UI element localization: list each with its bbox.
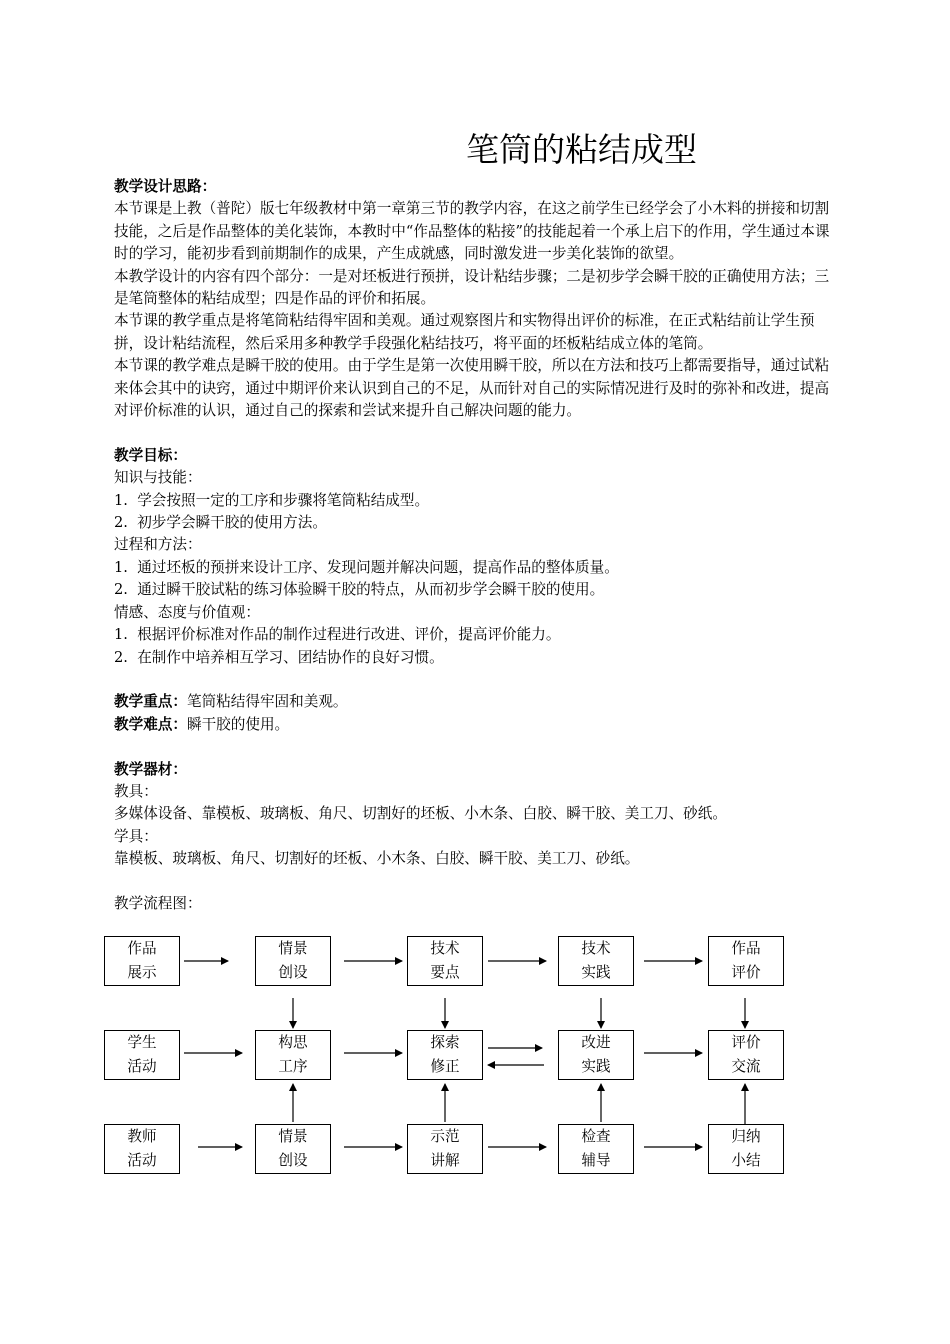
flow-node-line: 工序: [278, 1058, 308, 1075]
goals-item: 2. 初步学会瞬干胶的使用方法。: [114, 514, 327, 532]
goals-item: 1. 学会按照一定的工序和步骤将笔筒粘结成型。: [114, 491, 430, 509]
goals-item: 2. 在制作中培养相互学习、团结协作的良好习惯。: [114, 648, 444, 666]
key-point-label: 教学重点：: [114, 693, 187, 711]
flow-node: [255, 936, 331, 986]
flow-node: [255, 1030, 331, 1080]
flow-node-line: 实践: [581, 964, 611, 981]
goals-item: 1. 根据评价标准对作品的制作过程进行改进、评价，提高评价能力。: [114, 626, 561, 644]
difficulty-label: 教学难点：: [114, 715, 187, 733]
document-body: [114, 176, 842, 915]
goals-heading: 教学目标：: [114, 446, 187, 464]
flow-node: [104, 1030, 180, 1080]
materials-heading: 教学器材：: [114, 760, 187, 778]
flow-node-line: 要点: [430, 964, 460, 981]
goals-group-label: 过程和方法：: [114, 536, 202, 554]
teacher-tools-list: 多媒体设备、靠模板、玻璃板、角尺、切割好的坯板、小木条、白胶、瞬干胶、美工刀、砂纸。: [114, 805, 727, 823]
student-tools-label: 学具：: [114, 827, 158, 845]
flow-node: [558, 936, 634, 986]
flow-node-line: 构思: [278, 1034, 308, 1051]
flow-node: [104, 1124, 180, 1174]
flow-node: [558, 1124, 634, 1174]
teaching-flowchart: [102, 934, 792, 1180]
flow-node: [104, 936, 180, 986]
flow-node-line: 活动: [127, 1152, 157, 1169]
flow-node: [407, 1124, 483, 1174]
flow-node-line: 创设: [278, 1152, 308, 1169]
flow-node: [708, 936, 784, 986]
flow-node-line: 实践: [581, 1058, 611, 1075]
flow-node-line: 技术: [581, 940, 611, 957]
goals-item: 2. 通过瞬干胶试粘的练习体验瞬干胶的特点，从而初步学会瞬干胶的使用。: [114, 581, 605, 599]
flow-node-line: 技术: [430, 940, 460, 957]
design-paragraph: 本教学设计的内容有四个部分：一是对坯板进行预拼，设计粘结步骤；二是初步学会瞬干胶的正确使用方法；三是笔筒整体的粘结成型；四是作品的评价和拓展。: [114, 267, 830, 308]
key-point: [114, 691, 842, 713]
flow-node-line: 辅导: [581, 1152, 611, 1169]
difficulty: [114, 714, 842, 736]
design-paragraph: 本节课的教学难点是瞬干胶的使用。由于学生是第一次使用瞬干胶，所以在方法和技巧上都需要指导，通过试粘来体会其中的诀窍，通过中期评价来认识到自己的不足，从而针对自己的实际情况进行及时的弥补和改进，提高对评价标准的认识，通过自己的探索和尝试来提升自己解决问题的能力。: [114, 357, 830, 420]
flow-node-line: 检查: [581, 1128, 611, 1145]
key-point-text: 笔筒粘结得牢固和美观。: [186, 693, 348, 711]
flow-node: [407, 1030, 483, 1080]
flow-node-line: 改进: [581, 1034, 611, 1051]
flow-node-line: 活动: [127, 1058, 157, 1075]
flow-node-line: 归纳: [731, 1128, 761, 1145]
flow-node-line: 讲解: [430, 1152, 460, 1169]
flow-node-line: 评价: [731, 964, 761, 981]
flow-node-line: 修正: [430, 1058, 460, 1075]
student-tools-list: 靠模板、玻璃板、角尺、切割好的坯板、小木条、白胶、瞬干胶、美工刀、砂纸。: [114, 850, 640, 868]
flowchart-label: 教学流程图：: [114, 894, 202, 912]
flow-node-line: 情景: [278, 1128, 308, 1145]
flow-node-line: 交流: [731, 1058, 761, 1075]
flow-node-line: 作品: [731, 940, 761, 957]
design-paragraph: 本节课的教学重点是将笔筒粘结得牢固和美观。通过观察图片和实物得出评价的标准，在正式粘结前让学生预拼，设计粘结流程，然后采用多种教学手段强化粘结技巧，将平面的坯板粘结成立体的笔筒。: [114, 312, 815, 352]
flow-node: [407, 936, 483, 986]
goals-group-label: 情感、态度与价值观：: [114, 603, 260, 621]
flow-node: [708, 1030, 784, 1080]
flow-node-line: 学生: [127, 1034, 157, 1051]
flow-node-line: 小结: [731, 1152, 761, 1169]
flow-node-line: 探索: [430, 1034, 460, 1051]
flow-node: [255, 1124, 331, 1174]
flow-node: [708, 1124, 784, 1174]
goals-group-label: 知识与技能：: [114, 469, 202, 487]
design-heading: 教学设计思路：: [114, 178, 217, 195]
flow-node-line: 示范: [430, 1128, 460, 1145]
flow-node-line: 教师: [127, 1128, 157, 1145]
flow-node-line: 情景: [278, 940, 308, 957]
flow-node-line: 作品: [127, 940, 157, 957]
goals-item: 1. 通过坯板的预拼来设计工序、发现问题并解决问题，提高作品的整体质量。: [114, 558, 619, 576]
flow-node-line: 展示: [127, 964, 157, 981]
teacher-tools-label: 教具：: [114, 782, 158, 800]
difficulty-text: 瞬干胶的使用。: [186, 715, 290, 733]
document-title: 笔筒的粘结成型: [466, 130, 697, 169]
flow-node-line: 评价: [731, 1034, 761, 1051]
flow-node-line: 创设: [278, 964, 308, 981]
design-paragraph: 本节课是上教（普陀）版七年级教材中第一章第三节的教学内容，在这之前学生已经学会了小木料的拼接和切割技能，之后是作品整体的美化装饰，本教时中“作品整体的粘接”的技能起着一个承上启下的作用，学生通过本课时的学习，能初步看到前期制作的成果，产生成就感，同时激发进一步美化装饰的欲望。: [114, 200, 830, 263]
flow-node: [558, 1030, 634, 1080]
